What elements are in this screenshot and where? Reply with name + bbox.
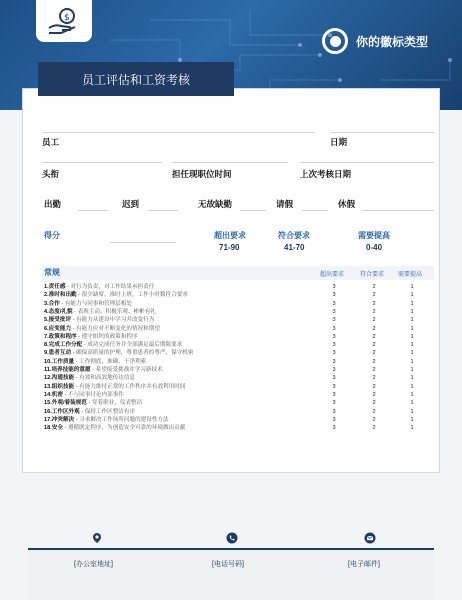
criterion bbox=[44, 383, 185, 391]
footer bbox=[28, 548, 434, 600]
score-cell[interactable]: 1 bbox=[410, 325, 414, 332]
criterion-name: 17.冲突解决 bbox=[44, 416, 75, 423]
score-cell[interactable]: 1 bbox=[410, 342, 414, 349]
vacation-line bbox=[362, 210, 434, 211]
score-cell[interactable]: 1 bbox=[410, 416, 414, 423]
criterion bbox=[44, 316, 154, 324]
criterion bbox=[44, 333, 138, 341]
criterion-description: - 保持工作区整洁有序 bbox=[79, 408, 136, 415]
score-cell[interactable]: 2 bbox=[372, 400, 376, 407]
table-row bbox=[42, 316, 434, 324]
criterion-name: 13.组织技能 bbox=[44, 383, 75, 390]
score-cell[interactable]: 2 bbox=[372, 375, 376, 382]
time-in-position-label: 担任现职位时间 bbox=[172, 169, 232, 179]
criterion-name: 12.沟通技能 bbox=[44, 375, 75, 382]
score-cell[interactable]: 3 bbox=[332, 391, 336, 398]
needs-range: 0-40 bbox=[366, 243, 383, 252]
score-cell[interactable]: 2 bbox=[372, 425, 376, 432]
score-cell[interactable]: 2 bbox=[372, 284, 376, 290]
table-row bbox=[42, 308, 434, 316]
score-cell[interactable]: 1 bbox=[410, 375, 414, 382]
table-row bbox=[42, 391, 434, 399]
criterion-description: - 表现主动、积极乐观、彬彬有礼 bbox=[72, 308, 156, 315]
svg-text:$: $ bbox=[64, 13, 70, 23]
criterion-name: 5.接受批评 bbox=[44, 317, 72, 324]
criterion-name: 4.态度/礼貌 bbox=[44, 308, 73, 315]
meets-label: 符合要求 bbox=[278, 231, 310, 240]
table-row bbox=[42, 366, 434, 374]
score-cell[interactable]: 2 bbox=[372, 342, 376, 349]
criterion-name: 14.机密 bbox=[44, 391, 63, 398]
criterion bbox=[44, 308, 156, 316]
attendance-line bbox=[78, 210, 108, 211]
table-row bbox=[42, 424, 434, 432]
score-cell[interactable]: 2 bbox=[372, 391, 376, 398]
score-cell[interactable]: 1 bbox=[410, 383, 414, 390]
score-cell[interactable]: 3 bbox=[332, 350, 336, 357]
criterion bbox=[44, 408, 135, 416]
score-cell[interactable]: 2 bbox=[372, 292, 376, 299]
criterion bbox=[44, 325, 160, 333]
table-row bbox=[42, 283, 434, 291]
meets-range: 41-70 bbox=[284, 243, 305, 252]
score-cell[interactable]: 3 bbox=[332, 416, 336, 423]
criterion bbox=[44, 291, 188, 299]
score-cell[interactable]: 3 bbox=[332, 383, 336, 390]
score-cell[interactable]: 3 bbox=[332, 308, 336, 315]
location-pin-icon bbox=[91, 532, 103, 544]
criterion-name: 9.患者互动 bbox=[44, 350, 72, 357]
table-row bbox=[42, 358, 434, 366]
col-needs: 需要提高 bbox=[398, 272, 423, 278]
exceeds-label: 超出要求 bbox=[214, 231, 246, 240]
score-cell[interactable]: 1 bbox=[410, 284, 414, 290]
score-cell[interactable]: 3 bbox=[332, 342, 336, 349]
score-cell[interactable]: 3 bbox=[332, 333, 336, 340]
score-cell[interactable]: 1 bbox=[410, 317, 414, 324]
score-cell[interactable]: 3 bbox=[332, 400, 336, 407]
criterion-description: - 有效和高效地传达信息 bbox=[74, 375, 136, 382]
criterion-name: 15.外观/着装规范 bbox=[44, 400, 87, 407]
employee-label: 员工 bbox=[42, 137, 60, 147]
absence-label: 无故缺勤 bbox=[198, 199, 233, 209]
criterion-description: - 成功完成任务并全部满足最后期限要求 bbox=[82, 342, 183, 349]
criterion-description: - 很少缺席，准时上班，工作小时数符合要求 bbox=[76, 292, 188, 299]
score-cell[interactable]: 2 bbox=[372, 383, 376, 390]
criterion-description: - 遵守组织的政策和程序 bbox=[76, 333, 138, 340]
section-label: 常规 bbox=[44, 268, 60, 277]
table-row bbox=[42, 383, 434, 391]
score-cell[interactable]: 2 bbox=[372, 408, 376, 415]
score-cell[interactable]: 2 bbox=[372, 317, 376, 324]
criterion-description: - 有能力维持正常的工作秩序并有效利用时间 bbox=[74, 383, 186, 390]
logo-badge bbox=[322, 28, 428, 54]
score-cell[interactable]: 3 bbox=[332, 408, 336, 415]
criterion-description: - 确保高质量的护理，尊重患者的尊严，保守机密 bbox=[71, 350, 194, 357]
late-label: 迟到 bbox=[122, 199, 140, 209]
score-cell[interactable]: 2 bbox=[372, 325, 376, 332]
criterion-name: 1.责任感 bbox=[44, 284, 66, 290]
criterion bbox=[44, 374, 135, 382]
hand-holding-money-icon bbox=[47, 6, 81, 36]
score-cell[interactable]: 1 bbox=[410, 300, 414, 307]
score-cell[interactable]: 3 bbox=[332, 284, 336, 290]
score-line bbox=[110, 242, 176, 243]
score-cell[interactable]: 3 bbox=[332, 367, 336, 373]
table-row bbox=[42, 333, 434, 341]
document-title: 员工评估和工资考核 bbox=[38, 62, 234, 96]
score-cell[interactable]: 3 bbox=[332, 292, 336, 299]
score-cell[interactable]: 2 bbox=[372, 358, 376, 365]
criterion bbox=[44, 366, 163, 374]
score-cell[interactable]: 1 bbox=[410, 350, 414, 357]
criterion bbox=[44, 349, 194, 357]
footer-phone[interactable]: [电话号码] bbox=[212, 561, 244, 568]
criterion-name: 11.培养技能的意愿 bbox=[44, 367, 91, 373]
table-header bbox=[42, 266, 434, 280]
table-row bbox=[42, 291, 434, 299]
last-review-line bbox=[300, 162, 434, 163]
score-cell[interactable]: 2 bbox=[372, 416, 376, 423]
table-row bbox=[42, 341, 434, 349]
criterion-name: 3.合作 bbox=[44, 300, 60, 307]
criterion-name: 16.工作区外观 bbox=[44, 408, 80, 415]
criterion-description: - 寻求解决工作场所问题的建设性方法 bbox=[74, 416, 169, 423]
score-cell[interactable]: 2 bbox=[372, 350, 376, 357]
table-row bbox=[42, 416, 434, 424]
criterion bbox=[44, 300, 132, 308]
table-row bbox=[42, 374, 434, 382]
score-label: 得分 bbox=[44, 231, 60, 240]
time-in-position-line bbox=[172, 162, 288, 163]
score-cell[interactable]: 2 bbox=[372, 367, 376, 373]
criterion-description: - 有能力应对不断变化的情况和期望 bbox=[71, 325, 160, 332]
score-cell[interactable]: 3 bbox=[332, 358, 336, 365]
score-cell[interactable]: 1 bbox=[410, 400, 414, 407]
criterion bbox=[44, 416, 169, 424]
criterion-name: 18.安全 bbox=[44, 425, 63, 432]
score-cell[interactable]: 2 bbox=[372, 333, 376, 340]
footer-email[interactable]: [电子邮件] bbox=[348, 561, 380, 568]
table-row bbox=[42, 325, 434, 333]
criterion bbox=[44, 424, 185, 432]
score-cell[interactable]: 1 bbox=[410, 308, 414, 315]
exceeds-range: 71-90 bbox=[219, 243, 240, 252]
score-cell[interactable]: 3 bbox=[332, 300, 336, 307]
criterion-description: - 穿着职业，仪表整洁 bbox=[86, 400, 143, 407]
score-cell[interactable]: 3 bbox=[332, 375, 336, 382]
table-row bbox=[42, 399, 434, 407]
criterion-name: 10.工作质量 bbox=[44, 358, 75, 365]
absence-line bbox=[240, 210, 266, 211]
score-cell[interactable]: 1 bbox=[410, 292, 414, 299]
criterion-description: - 工作彻底、准确、干净利索 bbox=[74, 358, 147, 365]
needs-label: 需要提高 bbox=[358, 231, 390, 240]
attendance-label: 出勤 bbox=[44, 199, 62, 209]
criterion-description: - 不与同事讨论内部事件 bbox=[62, 391, 124, 398]
position-label: 头衔 bbox=[42, 169, 60, 179]
score-cell[interactable]: 3 bbox=[332, 325, 336, 332]
criterion-name: 8.完成工作分配 bbox=[44, 342, 83, 349]
late-line bbox=[148, 210, 178, 211]
criterion-description: - 对行为负责，对工作结果承担责任 bbox=[65, 284, 155, 290]
criterion bbox=[44, 399, 142, 407]
score-cell[interactable]: 1 bbox=[410, 367, 414, 373]
score-cell[interactable]: 3 bbox=[332, 317, 336, 324]
score-cell[interactable]: 1 bbox=[410, 333, 414, 340]
criterion bbox=[44, 283, 154, 291]
criterion-name: 6.应变能力 bbox=[44, 325, 72, 332]
score-cell[interactable]: 2 bbox=[372, 308, 376, 315]
criterion-description: - 有能力从建设中学习并改变行为 bbox=[71, 317, 155, 324]
score-cell[interactable]: 1 bbox=[410, 391, 414, 398]
criterion-description: - 遵循既定程序，为创造安全可靠的环境做出贡献 bbox=[62, 425, 186, 432]
col-meets: 符合要求 bbox=[360, 272, 385, 278]
criterion-name: 7.政策和程序 bbox=[44, 333, 77, 340]
employee-line bbox=[42, 132, 314, 133]
badge-circle-icon bbox=[322, 28, 348, 54]
date-label: 日期 bbox=[330, 137, 348, 147]
criterion bbox=[44, 391, 124, 399]
score-cell[interactable]: 1 bbox=[410, 358, 414, 365]
score-cell[interactable]: 1 bbox=[410, 425, 414, 432]
criterion-name: 2.准时和出勤 bbox=[44, 292, 77, 299]
footer-address[interactable]: [办公室地址] bbox=[74, 561, 113, 568]
score-cell[interactable]: 3 bbox=[332, 425, 336, 432]
phone-icon bbox=[226, 532, 238, 544]
leave-label: 请假 bbox=[276, 199, 294, 209]
criterion bbox=[44, 358, 146, 366]
logo-box bbox=[36, 0, 92, 42]
col-exceeds: 超出要求 bbox=[320, 272, 345, 278]
table-row bbox=[42, 349, 434, 357]
date-line bbox=[330, 132, 434, 133]
criterion bbox=[44, 341, 182, 349]
table-row bbox=[42, 408, 434, 416]
badge-text: 你的徽标类型 bbox=[356, 34, 429, 49]
criterion-description: - 希望接受挑战并学习新技术 bbox=[90, 367, 163, 373]
criterion-description: - 有能力与同事和管理层相处 bbox=[59, 300, 132, 307]
email-icon bbox=[364, 532, 376, 544]
vacation-label: 休假 bbox=[338, 199, 356, 209]
last-review-label: 上次考核日期 bbox=[300, 169, 352, 179]
table-row bbox=[42, 300, 434, 308]
leave-line bbox=[302, 210, 328, 211]
position-line bbox=[42, 162, 162, 163]
score-cell[interactable]: 2 bbox=[372, 300, 376, 307]
score-cell[interactable]: 1 bbox=[410, 408, 414, 415]
